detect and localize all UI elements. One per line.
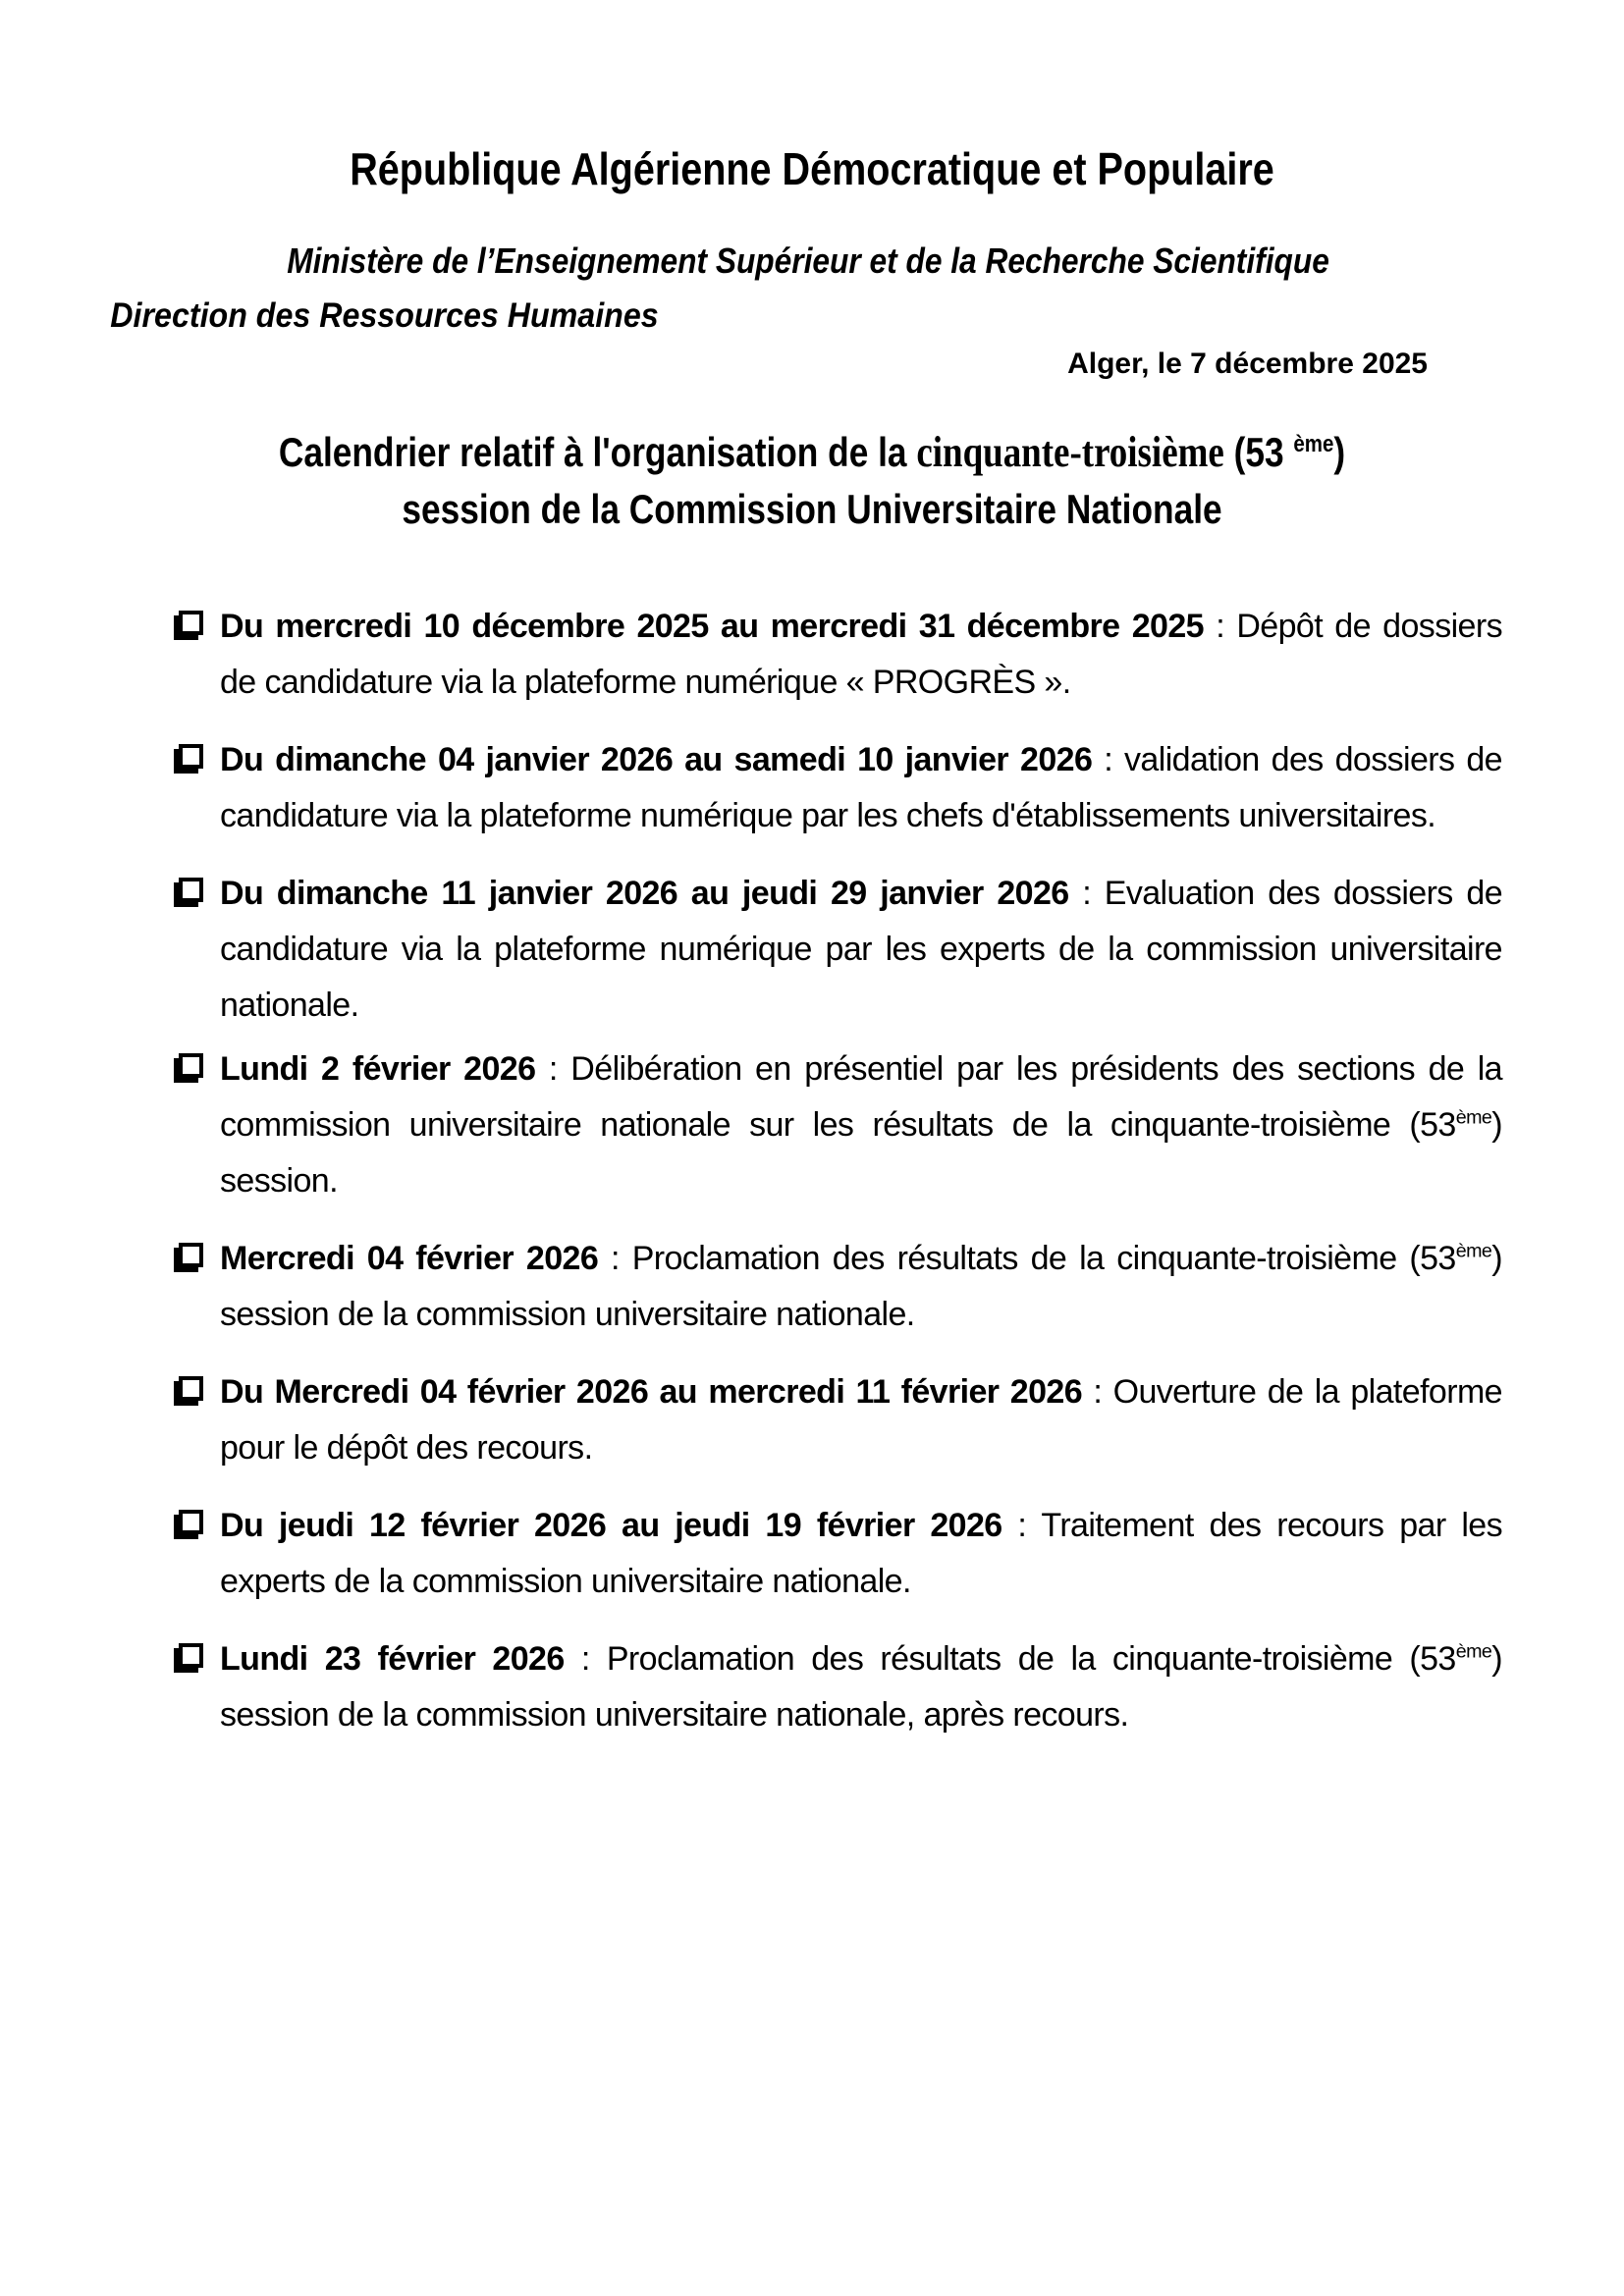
text-segment: : validation des dossiers de candidature via la plateforme numérique par les chefs d'établissements universitaires. (220, 741, 1502, 834)
list-item (179, 1364, 1502, 1476)
list-item (179, 1231, 1502, 1343)
text-segment: : Dépôt de dossiers de candidature via la plateforme numérique « PROGRÈS ». (220, 608, 1502, 701)
text-segment: : Evaluation des dossiers de candidature via la plateforme numérique par les experts de la commission universitaire nationale. (220, 875, 1502, 1024)
list-item-text (220, 1050, 1502, 1200)
text-segment: Calendrier relatif à l'organisation de la (278, 429, 917, 475)
text-segment: ) session. (220, 1106, 1502, 1200)
document-heading (130, 424, 1493, 538)
list-item-text (220, 1640, 1502, 1734)
text-segment: (53 (1223, 429, 1294, 475)
checkbox-bullet-icon (179, 611, 203, 635)
list-item (179, 1498, 1502, 1610)
checkbox-bullet-icon (179, 1376, 203, 1401)
checkbox-bullet-icon (179, 744, 203, 769)
text-segment: : Proclamation des résultats de la cinquante-troisième (53 (598, 1240, 1456, 1277)
text-segment: ème (1455, 1240, 1492, 1262)
calendar-list (179, 599, 1502, 1743)
list-item (179, 866, 1502, 1034)
page-title: République Algérienne Démocratique et Populaire (350, 143, 1274, 194)
text-segment: ) (1333, 429, 1346, 475)
list-item (179, 732, 1502, 844)
checkbox-bullet-icon (179, 878, 203, 902)
list-item-text (220, 1240, 1502, 1333)
checkbox-bullet-icon (179, 1053, 203, 1078)
text-segment: session de la Commission Universitaire Nationale (402, 486, 1222, 532)
text-segment: : Délibération en présentiel par les présidents des sections de la commission universitaire nationale sur les résultats de la cinquante-troisième (53 (220, 1050, 1502, 1144)
checkbox-bullet-icon (179, 1243, 203, 1267)
text-segment: : Proclamation des résultats de la cinquante-troisième (53 (564, 1640, 1456, 1678)
list-item-text (220, 875, 1502, 1024)
list-item-text (220, 1507, 1502, 1600)
list-item-text (220, 608, 1502, 701)
list-item-text (220, 1373, 1502, 1467)
date-line: Alger, le 7 décembre 2025 (1067, 347, 1428, 380)
text-segment: Du dimanche 04 janvier 2026 au samedi 10 janvier 2026 (220, 741, 1093, 778)
list-item-text (220, 741, 1502, 834)
text-segment: Mercredi 04 février 2026 (220, 1240, 599, 1277)
text-segment: Lundi 23 février 2026 (220, 1640, 565, 1678)
text-segment: ) session de la commission universitaire nationale. (220, 1240, 1502, 1333)
checkbox-bullet-icon (179, 1510, 203, 1534)
direction-line: Direction des Ressources Humaines (110, 296, 659, 335)
list-item (179, 1631, 1502, 1743)
text-segment: : Traitement des recours par les experts de la commission universitaire nationale. (220, 1507, 1502, 1600)
text-segment: ème (1293, 431, 1334, 457)
text-segment: : Ouverture de la plateforme pour le dépôt des recours. (220, 1373, 1502, 1467)
text-segment: ème (1455, 1640, 1492, 1663)
heading-line (130, 481, 1493, 538)
text-segment: ème (1455, 1106, 1492, 1129)
text-segment: Du mercredi 10 décembre 2025 au mercredi 31 décembre 2025 (220, 608, 1204, 645)
list-item (179, 1041, 1502, 1209)
list-item (179, 599, 1502, 711)
text-segment: Du jeudi 12 février 2026 au jeudi 19 février 2026 (220, 1507, 1002, 1544)
text-segment: cinquante-troisième (916, 428, 1224, 476)
text-segment: Lundi 2 février 2026 (220, 1050, 536, 1088)
ministry-line: Ministère de l’Enseignement Supérieur et de la Recherche Scientifique (287, 240, 1329, 281)
text-segment: ) session de la commission universitaire nationale, après recours. (220, 1640, 1502, 1734)
checkbox-bullet-icon (179, 1643, 203, 1668)
text-segment: Du Mercredi 04 février 2026 au mercredi 11 février 2026 (220, 1373, 1083, 1411)
heading-line (130, 424, 1493, 481)
text-segment: Du dimanche 11 janvier 2026 au jeudi 29 janvier 2026 (220, 875, 1069, 912)
